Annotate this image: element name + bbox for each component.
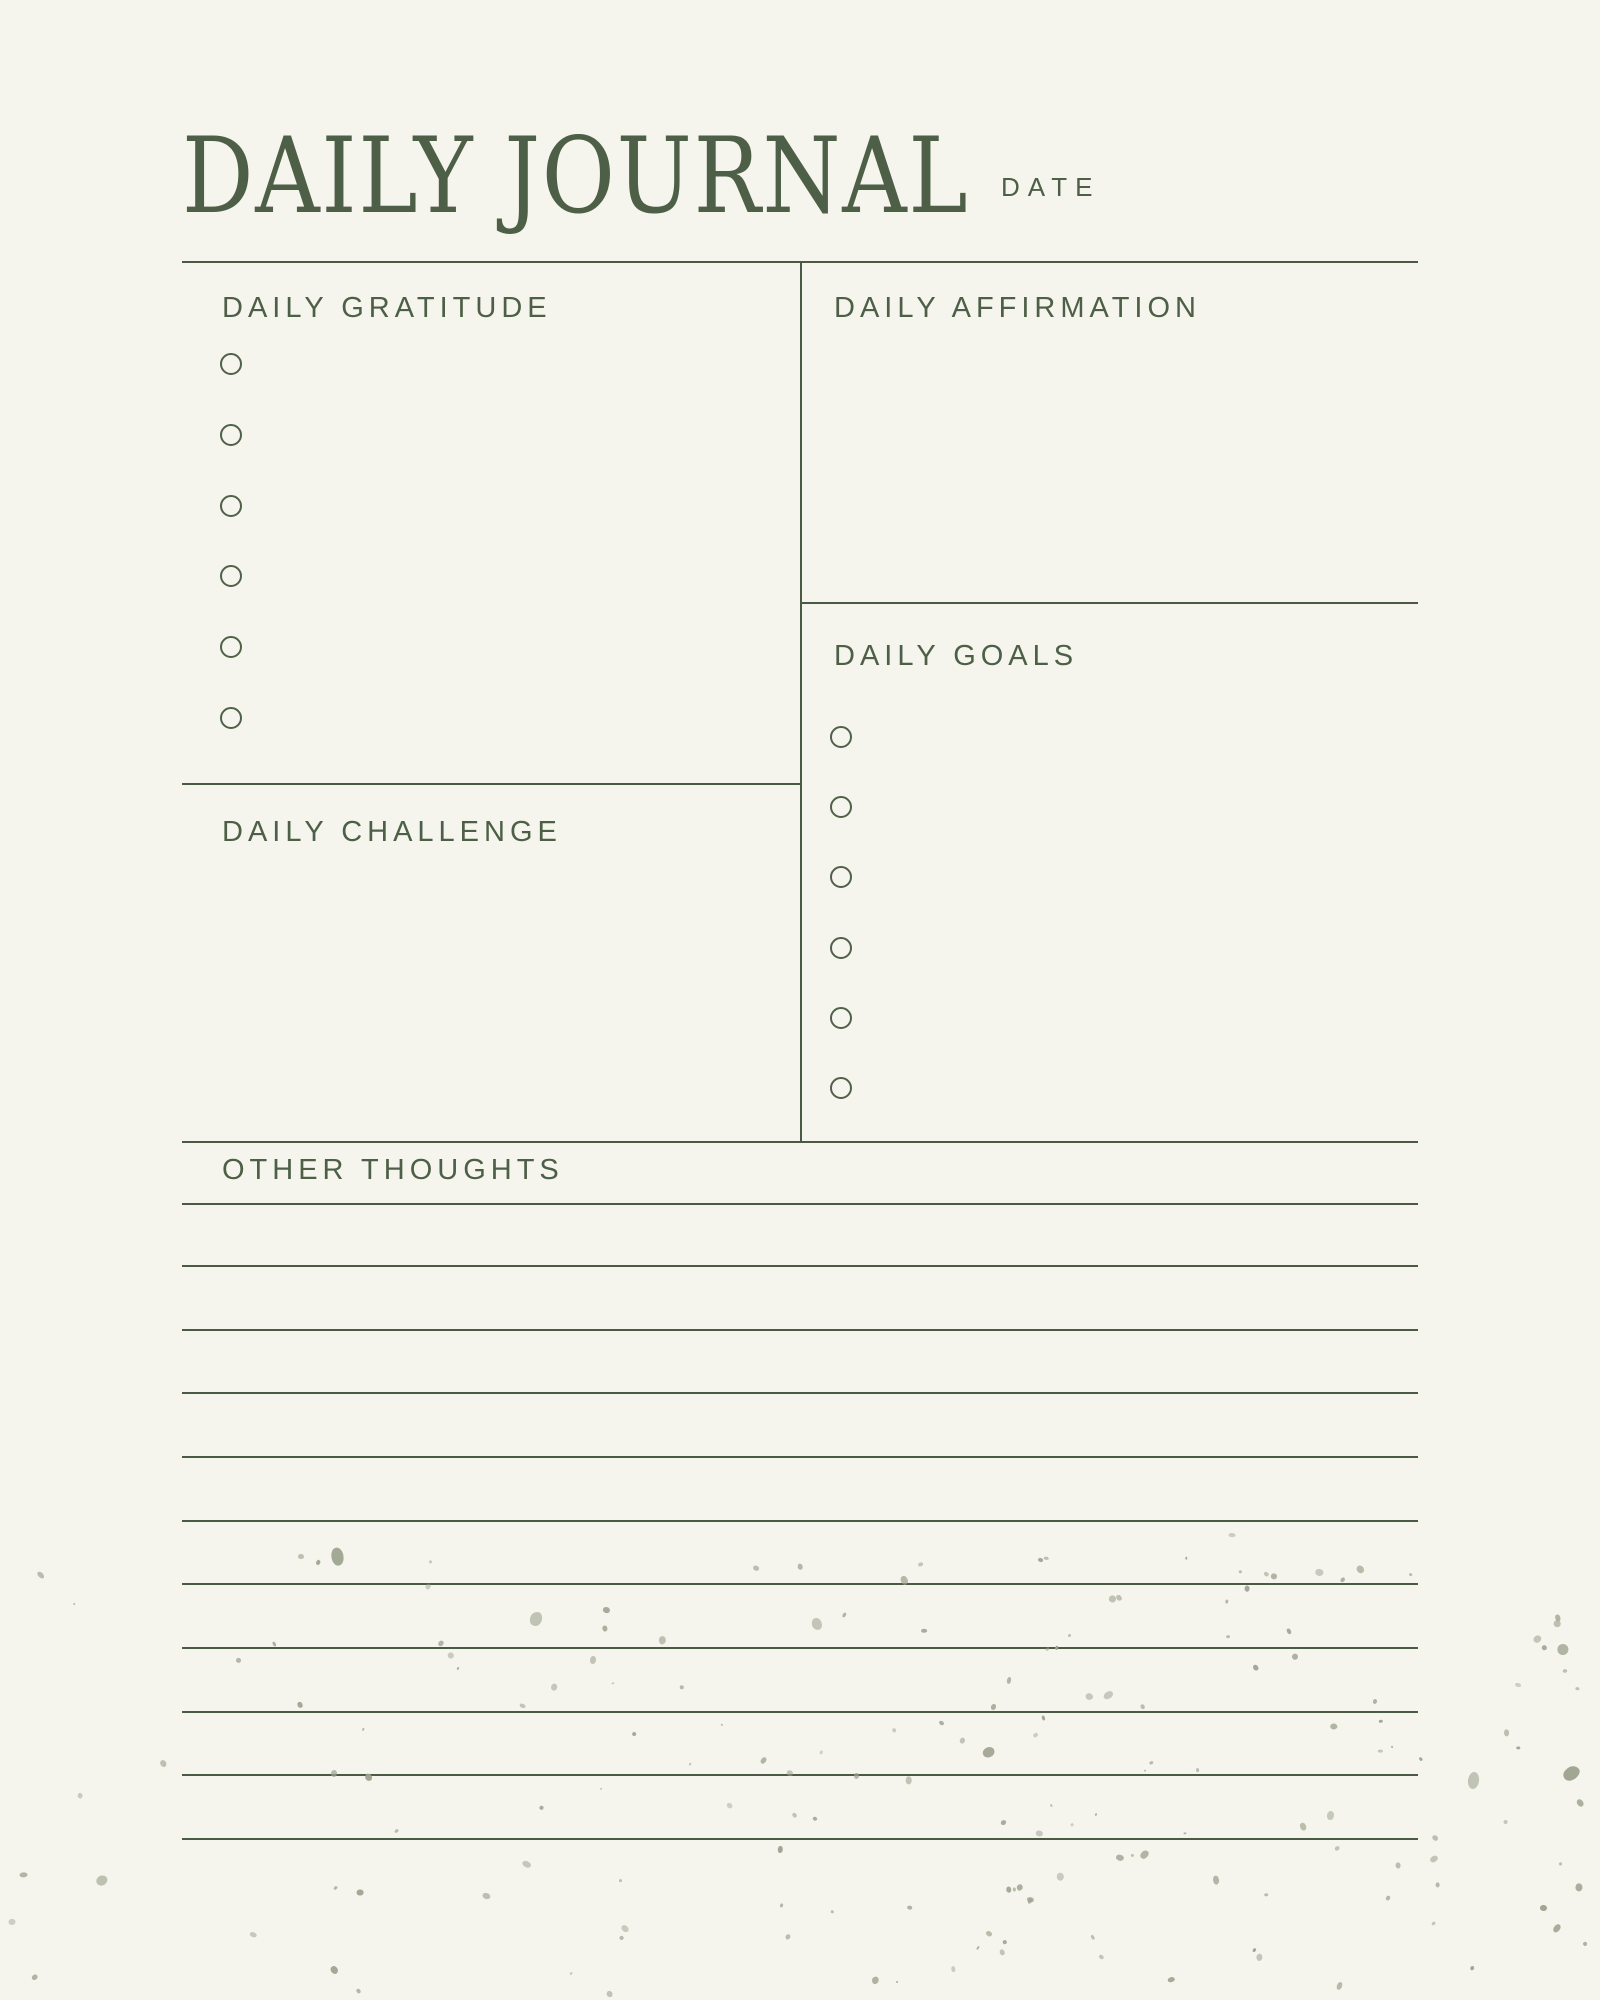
speckle-dot — [31, 1973, 38, 1980]
speckle-dot — [726, 1802, 734, 1810]
speckle-dot — [1436, 1882, 1440, 1887]
speckle-dot — [356, 1988, 362, 1994]
speckle-dot — [1431, 1921, 1436, 1925]
speckle-dot — [1560, 1763, 1581, 1784]
speckle-dot — [600, 1788, 603, 1791]
speckle-dot — [1055, 1645, 1059, 1650]
speckle-dot — [1225, 1599, 1229, 1604]
speckle-dot — [481, 1891, 491, 1900]
speckle-dot — [569, 1972, 573, 1976]
speckle-dot — [35, 1571, 45, 1580]
speckle-dot — [680, 1685, 685, 1689]
speckle-dot — [1467, 1771, 1480, 1789]
speckle-dot — [1299, 1822, 1308, 1831]
speckle-dot — [424, 1582, 432, 1590]
speckle-dot — [1429, 1854, 1439, 1864]
speckle-dot — [1378, 1750, 1383, 1753]
speckle-dot — [1095, 1813, 1097, 1816]
speckle-dot — [73, 1603, 76, 1606]
speckle-dot — [896, 1981, 898, 1983]
speckle-dot — [1503, 1820, 1507, 1824]
speckle-dot — [1000, 1819, 1006, 1825]
speckle-dot — [752, 1565, 759, 1571]
speckle-dot — [1540, 1905, 1547, 1911]
speckle-dot — [1372, 1699, 1377, 1705]
speckle-dot — [1006, 1886, 1012, 1892]
speckle-dot — [959, 1737, 966, 1745]
speckle-dot — [1167, 1975, 1175, 1982]
speckle-dot — [791, 1812, 797, 1818]
speckle-dot — [447, 1651, 455, 1659]
speckle-dot — [1563, 1669, 1569, 1675]
speckle-dot — [938, 1720, 944, 1726]
speckle-dot — [1386, 1895, 1392, 1901]
speckle-dot — [1044, 1556, 1049, 1559]
speckle-dot — [158, 1759, 168, 1768]
speckle-dot — [1514, 1682, 1520, 1687]
speckle-dot — [1244, 1585, 1251, 1592]
speckle-dot — [812, 1816, 817, 1822]
speckle-dot — [1185, 1557, 1187, 1560]
speckle-dot — [1041, 1716, 1045, 1721]
speckle-dot — [1139, 1848, 1150, 1859]
speckle-dot — [981, 1745, 996, 1759]
section-label-other-thoughts: OTHER THOUGHTS — [222, 1154, 564, 1186]
speckle-dot — [759, 1757, 767, 1766]
speckle-dot — [602, 1625, 608, 1632]
speckle-dot — [818, 1750, 823, 1755]
speckle-dot — [1012, 1887, 1016, 1892]
speckle-dot — [77, 1792, 84, 1799]
speckle-dot — [519, 1703, 525, 1708]
speckle-dot — [1045, 1647, 1050, 1652]
speckle-dot — [521, 1859, 531, 1868]
speckle-dot — [620, 1924, 630, 1934]
speckle-dot — [589, 1656, 596, 1664]
speckle-dot — [797, 1564, 803, 1570]
speckle-dot — [249, 1931, 257, 1938]
speckle-dot — [1339, 1577, 1345, 1584]
speckle-dot — [721, 1724, 723, 1726]
speckle-dot — [778, 1846, 783, 1853]
speckle-dot — [999, 1949, 1005, 1956]
speckle-dot — [1290, 1653, 1298, 1661]
speckle-dot — [1255, 1953, 1263, 1961]
speckle-dot — [1516, 1746, 1520, 1750]
speckle-dot — [907, 1905, 912, 1909]
speckle-dot — [1016, 1883, 1024, 1891]
speckle-dot — [1552, 1923, 1562, 1934]
speckle-dot — [1071, 1823, 1075, 1827]
speckle-dot — [1143, 1770, 1146, 1773]
speckle-dot — [1379, 1720, 1383, 1723]
speckle-dot — [1314, 1569, 1323, 1577]
speckle-dot — [1355, 1564, 1365, 1575]
speckle-dot — [1049, 1803, 1053, 1807]
speckle-dot — [921, 1628, 928, 1633]
speckle-dot — [891, 1728, 897, 1733]
speckle-dot — [1006, 1676, 1012, 1684]
speckle-dot — [20, 1872, 28, 1877]
speckle-dot — [357, 1890, 364, 1896]
speckle-dot — [1575, 1883, 1582, 1891]
speckle-dot — [831, 1910, 835, 1913]
speckle-dot — [786, 1769, 793, 1776]
speckle-dot — [1211, 1875, 1219, 1885]
speckle-dot — [1390, 1745, 1393, 1748]
speckle-dot — [842, 1612, 847, 1618]
speckle-dot — [951, 1966, 956, 1972]
speckle-dot — [429, 1560, 433, 1564]
speckle-dot — [1558, 1861, 1562, 1865]
speckle-dot — [688, 1762, 691, 1765]
speckle-dot — [906, 1776, 912, 1784]
page-title: DAILY JOURNAL — [182, 115, 970, 237]
speckle-dot — [619, 1935, 624, 1940]
speckle-dot — [871, 1976, 880, 1985]
speckle-dot — [1226, 1634, 1230, 1638]
speckle-dot — [540, 1806, 545, 1811]
speckle-dot — [1238, 1570, 1242, 1573]
speckle-dot — [1418, 1757, 1423, 1762]
speckle-dot — [1557, 1644, 1568, 1655]
speckle-dot — [456, 1667, 459, 1671]
speckle-dot — [631, 1731, 637, 1737]
section-label-goals: DAILY GOALS — [834, 640, 1079, 672]
speckle-dot — [1575, 1798, 1585, 1808]
date-label: DATE — [1001, 172, 1101, 202]
speckle-dot — [1252, 1948, 1256, 1952]
section-label-gratitude: DAILY GRATITUDE — [222, 292, 552, 324]
speckle-dot — [550, 1683, 557, 1691]
speckle-dot — [985, 1930, 993, 1938]
speckle-dot — [1432, 1835, 1439, 1842]
speckle-dot — [1183, 1832, 1186, 1835]
speckle-dot — [1582, 1941, 1588, 1947]
speckle-dot — [853, 1772, 860, 1779]
speckle-dot — [1326, 1810, 1334, 1820]
speckle-dot — [1035, 1830, 1043, 1837]
speckle-dot — [296, 1701, 302, 1707]
speckle-dot — [437, 1640, 445, 1648]
speckle-dot — [1408, 1572, 1412, 1576]
speckle-dot — [619, 1879, 622, 1882]
speckle-dot — [976, 1945, 980, 1949]
speckle-dot — [1532, 1634, 1542, 1644]
speckle-dot — [1554, 1620, 1561, 1627]
speckle-dot — [811, 1617, 822, 1630]
speckle-dot — [1576, 1687, 1580, 1690]
speckle-dot — [1098, 1953, 1104, 1959]
speckle-dot — [784, 1934, 791, 1941]
speckle-dot — [1395, 1862, 1401, 1869]
speckle-dot — [1003, 1940, 1008, 1945]
speckle-dot — [899, 1574, 910, 1585]
speckle-dot — [530, 1612, 543, 1627]
speckle-dot — [1470, 1965, 1475, 1970]
speckle-dot — [1116, 1854, 1125, 1862]
speckle-dot — [1286, 1627, 1292, 1634]
speckle-dot — [1264, 1893, 1268, 1896]
speckle-dot — [1032, 1732, 1038, 1738]
speckle-dot — [1149, 1760, 1154, 1764]
speckle-dot — [1336, 1982, 1343, 1991]
speckle-dot — [1037, 1557, 1044, 1563]
speckle-dot — [8, 1919, 15, 1926]
speckle-dot — [362, 1727, 365, 1730]
speckle-dot — [780, 1903, 784, 1907]
speckle-dot — [1067, 1633, 1070, 1636]
speckle-dot — [394, 1829, 399, 1834]
speckle-dot — [315, 1559, 321, 1565]
section-label-challenge: DAILY CHALLENGE — [222, 816, 562, 848]
speckle-dot — [1264, 1571, 1270, 1577]
speckle-dot — [1085, 1692, 1094, 1701]
speckle-dot — [1270, 1573, 1278, 1580]
speckle-dot — [1334, 1846, 1340, 1852]
speckle-dot — [1503, 1730, 1509, 1737]
speckle-dot — [1090, 1934, 1095, 1940]
speckle-dot — [918, 1562, 923, 1567]
speckle-dot — [1140, 1704, 1146, 1710]
speckle-dot — [331, 1770, 337, 1777]
speckle-dot — [1103, 1689, 1115, 1700]
speckle-dot — [329, 1965, 339, 1975]
speckle-dot — [1196, 1767, 1199, 1771]
speckle-dot — [1253, 1664, 1260, 1671]
speckle-dot — [235, 1657, 242, 1664]
speckle-dot — [602, 1606, 610, 1613]
speckle-dot — [331, 1547, 345, 1566]
speckle-dot — [1027, 1897, 1034, 1902]
speckle-dot — [365, 1773, 373, 1781]
speckle-dot — [1228, 1533, 1235, 1538]
speckle-dot — [95, 1873, 109, 1887]
speckle-dot — [333, 1886, 338, 1891]
speckle-dot — [298, 1554, 304, 1560]
speckle-dot — [1057, 1872, 1064, 1880]
speckle-dot — [272, 1641, 277, 1646]
speckle-dot — [1107, 1594, 1116, 1603]
speckle-dot — [1131, 1853, 1135, 1857]
speckle-dot — [658, 1636, 667, 1646]
speckle-dot — [1541, 1645, 1548, 1652]
section-label-affirmation: DAILY AFFIRMATION — [834, 292, 1201, 324]
speckle-dot — [991, 1704, 996, 1710]
speckle-dot — [1330, 1722, 1338, 1730]
speckle-dot — [612, 1682, 615, 1684]
speckle-dot — [607, 1990, 614, 1997]
